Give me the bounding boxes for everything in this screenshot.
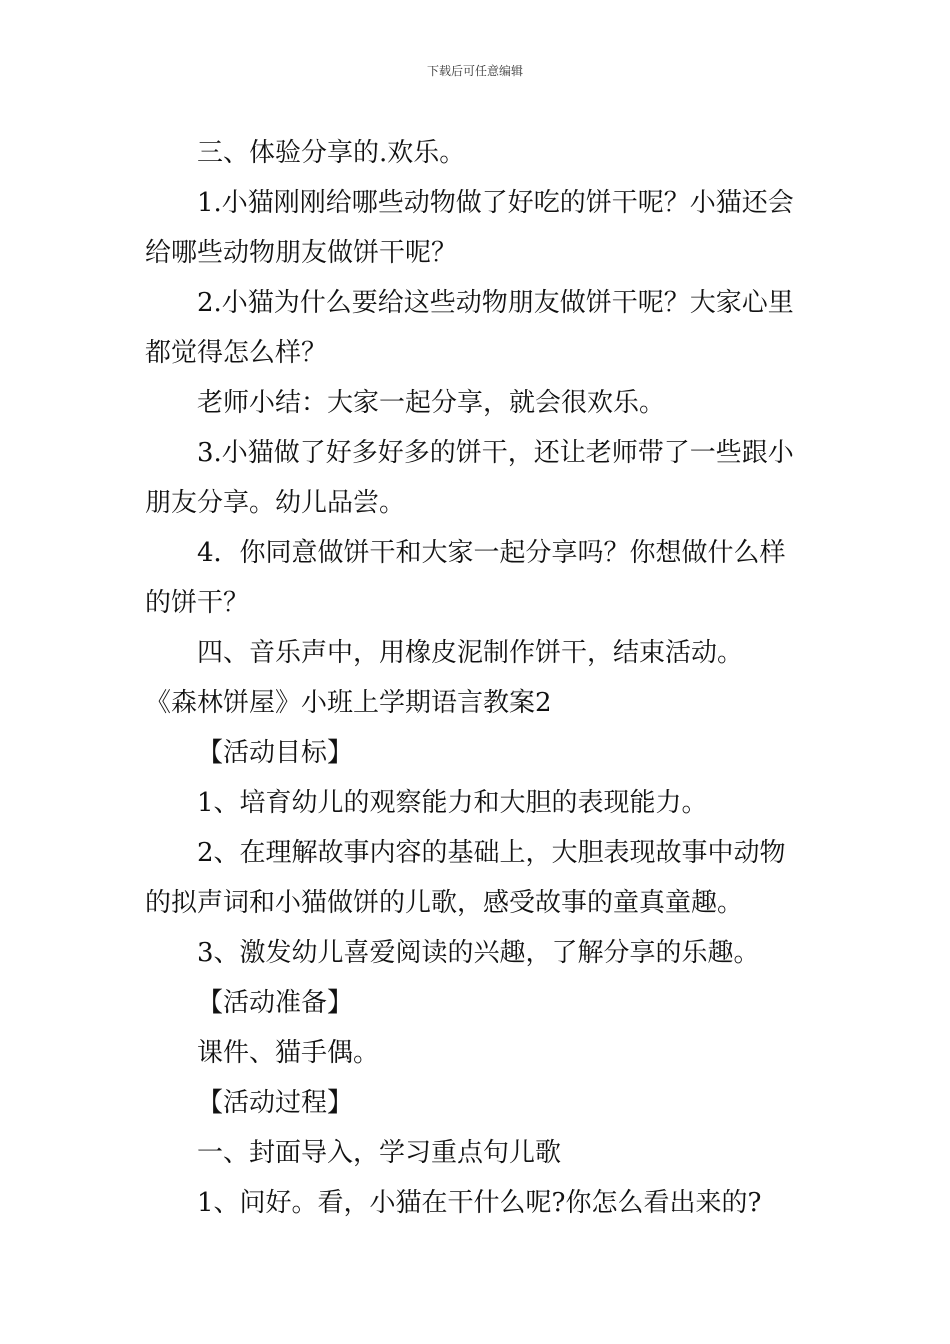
goal-3: 3、激发幼儿喜爱阅读的兴趣，了解分享的乐趣。 [197,938,760,968]
section-heading-three: 三、体验分享的.欢乐。 [197,138,466,168]
question-1: 1.小猫刚刚给哪些动物做了好吃的饼干呢？小猫还会给哪些动物朋友做饼干呢？ [145,188,794,268]
document-body [145,128,807,1228]
process-step-one: 一、封面导入，学习重点句儿歌 [197,1138,562,1168]
lesson-plan-title: 《森林饼屋》小班上学期语言教案2 [145,688,552,718]
process-step-one-item-1: 1、问好。看，小猫在干什么呢?你怎么看出来的? [197,1188,762,1218]
heading-activity-preparation: 【活动准备】 [197,988,354,1018]
teacher-summary: 老师小结：大家一起分享，就会很欢乐。 [197,388,666,418]
goal-1: 1、培育幼儿的观察能力和大胆的表现能力。 [197,788,708,818]
preparation-items: 课件、猫手偶。 [197,1038,380,1068]
question-2: 2.小猫为什么要给这些动物朋友做饼干呢？大家心里都觉得怎么样？ [145,288,794,368]
question-4: 4．你同意做饼干和大家一起分享吗？你想做什么样的饼干？ [145,538,786,618]
question-3: 3.小猫做了好多好多的饼干，还让老师带了一些跟小朋友分享。幼儿品尝。 [145,438,794,518]
page-header-note: 下载后可任意编辑 [426,64,523,78]
section-heading-four: 四、音乐声中，用橡皮泥制作饼干，结束活动。 [197,638,744,668]
heading-activity-process: 【活动过程】 [197,1088,354,1118]
heading-activity-goals: 【活动目标】 [197,738,354,768]
goal-2: 2、在理解故事内容的基础上，大胆表现故事中动物的拟声词和小猫做饼的儿歌，感受故事的童真童趣。 [145,838,786,918]
